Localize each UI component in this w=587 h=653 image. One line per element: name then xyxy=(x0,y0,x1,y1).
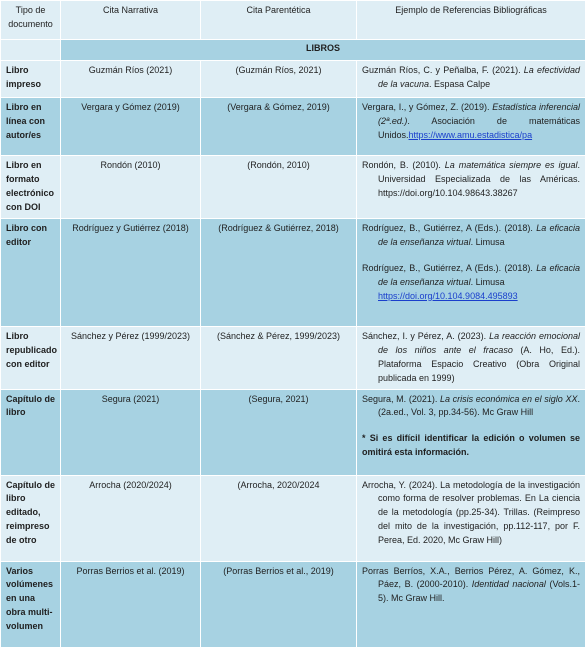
table-row xyxy=(1,156,586,219)
table-row xyxy=(1,561,586,647)
doc-type: Libro republicado con editor xyxy=(1,326,61,389)
doc-type: Capítulo de libro editado, reimpreso de otro xyxy=(1,475,61,561)
doc-type: Libro en formato electrónico con DOI xyxy=(1,156,61,219)
header-ejemplo: Ejemplo de Referencias Bibliográficas xyxy=(357,1,586,40)
reference-example: Sánchez, I. y Pérez, A. (2023). La reacción emocional de los niños ante el fracaso (A. Ho, Ed.). Plataforma Espacio Creativo (Obra Original publicada en 1999) xyxy=(357,326,586,389)
reference-example: Vergara, I., y Gómez, Z. (2019). Estadística inferencial (2ª.ed.). Asociación de matemáticas Unidos.https://www.amu.estadistica/pa xyxy=(357,98,586,156)
table-row xyxy=(1,326,586,389)
table-row xyxy=(1,389,586,475)
narrative-citation: Guzmán Ríos (2021) xyxy=(61,61,201,98)
reference-example: Porras Berríos, X.A., Berrios Pérez, A. Gómez, K., Páez, B. (2000-2010). Identidad nacional (Vols.1-5). Mc Graw Hill. xyxy=(357,561,586,647)
parenthetical-citation: (Porras Berrios et al., 2019) xyxy=(201,561,357,647)
reference-example: Rondón, B. (2010). La matemática siempre es igual. Universidad Especializada de las Américas. https://doi.org/10.104.98643.38267 xyxy=(357,156,586,219)
table-row xyxy=(1,218,586,326)
header-narrativa: Cita Narrativa xyxy=(61,1,201,40)
narrative-citation: Rodríguez y Gutiérrez (2018) xyxy=(61,218,201,326)
reference-example: Rodríguez, B., Gutiérrez, A (Eds.). (2018). La eficacia de la enseñanza virtual. Limusa Rodríguez, B., Gutiérrez, A (Eds.). (2018). La eficacia de la enseñanza virtual. Limusa https://doi.org/10.104.9084.495893 xyxy=(357,218,586,326)
doc-type: Varios volúmenes en una obra multi-volumen xyxy=(1,561,61,647)
header-parentetica: Cita Parentética xyxy=(201,1,357,40)
reference-example: Arrocha, Y. (2024). La metodología de la investigación como forma de resolver problemas. En La ciencia de la metodología (pp.25-34). Trillas. (Reimpreso del mito de la investigación, pp.112-117, por F. Perea, Ed. 2020, Mc Graw Hill) xyxy=(357,475,586,561)
reference-link[interactable]: https://doi.org/10.104.9084.495893 xyxy=(378,290,518,301)
parenthetical-citation: (Guzmán Ríos, 2021) xyxy=(201,61,357,98)
table-row xyxy=(1,98,586,156)
parenthetical-citation: (Arrocha, 2020/2024 xyxy=(201,475,357,561)
parenthetical-citation: (Vergara & Gómez, 2019) xyxy=(201,98,357,156)
table-row xyxy=(1,61,586,98)
parenthetical-citation: (Segura, 2021) xyxy=(201,389,357,475)
section-title: LIBROS xyxy=(61,40,586,61)
header-row xyxy=(1,1,586,40)
doc-type: Libro en línea con autor/es xyxy=(1,98,61,156)
parenthetical-citation: (Rodríguez & Gutiérrez, 2018) xyxy=(201,218,357,326)
narrative-citation: Arrocha (2020/2024) xyxy=(61,475,201,561)
doc-type: Capítulo de libro xyxy=(1,389,61,475)
narrative-citation: Rondón (2010) xyxy=(61,156,201,219)
reference-example: Segura, M. (2021). La crisis económica en el siglo XX.(2a.ed., Vol. 3, pp.34-56). Mc Graw Hill * Si es difícil identificar la edición o volumen se omitirá esta información. xyxy=(357,389,586,475)
doc-type: Libro con editor xyxy=(1,218,61,326)
narrative-citation: Segura (2021) xyxy=(61,389,201,475)
section-row xyxy=(1,40,586,61)
section-spacer xyxy=(1,40,61,61)
parenthetical-citation: (Rondón, 2010) xyxy=(201,156,357,219)
narrative-citation: Vergara y Gómez (2019) xyxy=(61,98,201,156)
narrative-citation: Sánchez y Pérez (1999/2023) xyxy=(61,326,201,389)
parenthetical-citation: (Sánchez & Pérez, 1999/2023) xyxy=(201,326,357,389)
reference-example: Guzmán Ríos, C. y Peñalba, F. (2021). La efectividad de la vacuna. Espasa Calpe xyxy=(357,61,586,98)
narrative-citation: Porras Berrios et al. (2019) xyxy=(61,561,201,647)
table-row xyxy=(1,475,586,561)
reference-note: * Si es difícil identificar la edición o volumen se omitirá esta información. xyxy=(362,433,580,458)
reference-link[interactable]: https://www.amu.estadistica/pa xyxy=(408,129,533,140)
doc-type: Libro impreso xyxy=(1,61,61,98)
header-tipo: Tipo de documento xyxy=(1,1,61,40)
